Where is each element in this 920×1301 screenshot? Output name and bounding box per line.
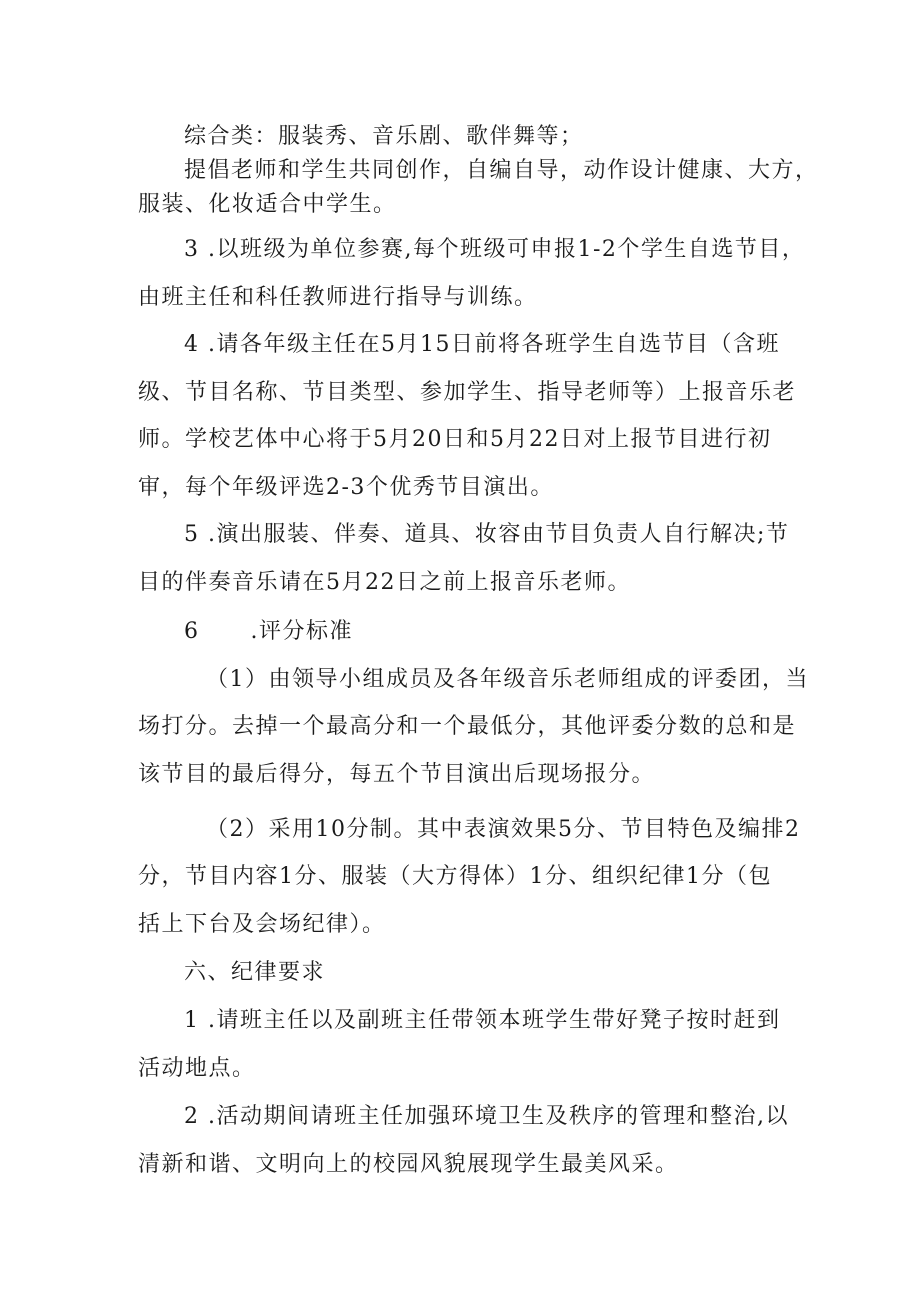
criteria-1-line-2: 场打分。去掉一个最高分和一个最低分，其他评委分数的总和是 bbox=[138, 714, 797, 739]
criteria-1-line-1: （1）由领导小组成员及各年级音乐老师组成的评委团，当 bbox=[206, 667, 809, 692]
section-6-heading: 六、纪律要求 bbox=[184, 960, 326, 985]
text-line-encourage-creation: 提倡老师和学生共同创作，自编自导，动作设计健康、大方， bbox=[184, 158, 819, 183]
text-line-comprehensive-category: 综合类：服装秀、音乐剧、歌伴舞等； bbox=[184, 124, 584, 149]
item-4-line-1: 4 .请各年级主任在5月15日前将各班学生自选节目（含班 bbox=[184, 332, 780, 357]
discipline-2-line-1: 2 .活动期间请班主任加强环境卫生及秩序的管理和整治,以 bbox=[184, 1104, 789, 1129]
criteria-2-line-2: 分，节目内容1分、服装（大方得体）1分、组织纪律1分（包 bbox=[138, 864, 772, 889]
criteria-2-line-1: （2）采用10分制。其中表演效果5分、节目特色及编排2 bbox=[206, 817, 801, 842]
discipline-2-line-2: 清新和谐、文明向上的校园风貌展现学生最美风采。 bbox=[138, 1152, 679, 1177]
criteria-2-line-3: 括上下台及会场纪律）。 bbox=[138, 912, 386, 937]
item-4-line-3: 师。学校艺体中心将于5月20日和5月22日对上报节目进行初 bbox=[138, 427, 772, 452]
item-4-line-4: 审，每个年级评选2-3个优秀节目演出。 bbox=[138, 475, 554, 500]
text-line-costume-suitable: 服装、化妆适合中学生。 bbox=[138, 192, 397, 217]
item-5-line-1: 5 .演出服装、伴奏、道具、妆容由节目负责人自行解决;节 bbox=[184, 522, 790, 547]
item-5-line-2: 目的伴奏音乐请在5月22日之前上报音乐老师。 bbox=[138, 570, 631, 595]
discipline-1-line-1: 1 .请班主任以及副班主任带领本班学生带好凳子按时赶到 bbox=[184, 1008, 781, 1033]
item-6-heading: 6 .评分标准 bbox=[184, 619, 353, 644]
criteria-1-line-3: 该节目的最后得分，每五个节目演出后现场报分。 bbox=[138, 762, 656, 787]
item-4-line-2: 级、节目名称、节目类型、参加学生、指导老师等）上报音乐老 bbox=[138, 380, 797, 405]
discipline-1-line-2: 活动地点。 bbox=[138, 1056, 256, 1081]
item-3-line-1: 3 .以班级为单位参赛,每个班级可申报1-2个学生自选节目， bbox=[184, 237, 806, 262]
item-3-line-2: 由班主任和科任教师进行指导与训练。 bbox=[138, 285, 538, 310]
